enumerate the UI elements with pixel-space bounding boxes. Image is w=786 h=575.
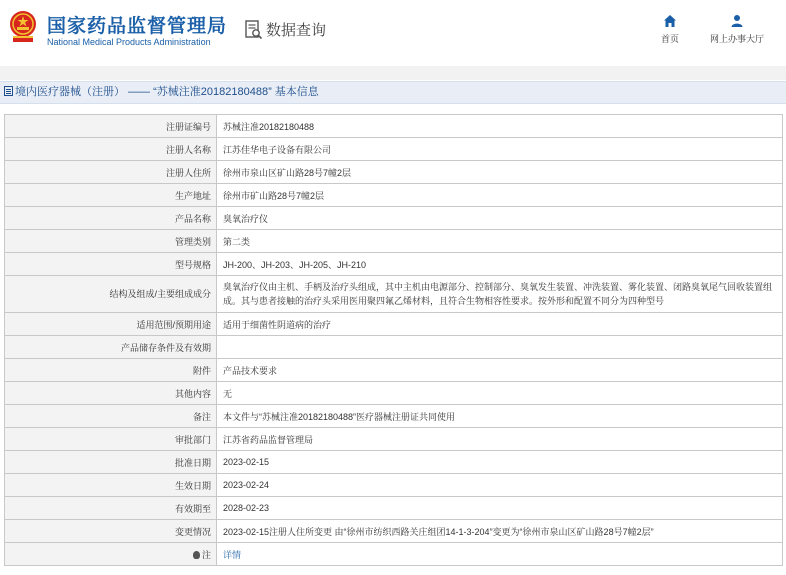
table-row	[5, 138, 783, 161]
field-value	[217, 336, 783, 359]
field-value: JH-200、JH-203、JH-205、JH-210	[217, 253, 783, 276]
person-icon	[730, 14, 744, 28]
nav-home-label: 首页	[660, 34, 679, 44]
table-row	[5, 230, 783, 253]
field-label: 注册证编号	[5, 115, 217, 138]
field-value: 2023-02-15	[217, 451, 783, 474]
field-value: 2023-02-24	[217, 474, 783, 497]
org-name-cn: 国家药品监督管理局	[47, 16, 228, 37]
field-label: 变更情况	[5, 520, 217, 543]
table-row	[5, 520, 783, 543]
field-label: 备注	[5, 405, 217, 428]
field-value: 江苏佳华电子设备有限公司	[217, 138, 783, 161]
field-label: 产品名称	[5, 207, 217, 230]
table-row	[5, 428, 783, 451]
note-label-cell	[5, 543, 217, 566]
table-row	[5, 207, 783, 230]
table-row	[5, 276, 783, 313]
field-value: 无	[217, 382, 783, 405]
field-label: 有效期至	[5, 497, 217, 520]
field-label: 产品储存条件及有效期	[5, 336, 217, 359]
field-value: 徐州市泉山区矿山路28号7幢2层	[217, 161, 783, 184]
home-icon	[663, 14, 677, 28]
field-value: 江苏省药品监督管理局	[217, 428, 783, 451]
field-value: 本文件与“苏械注准20182180488”医疗器械注册证共同使用	[217, 405, 783, 428]
field-label: 生效日期	[5, 474, 217, 497]
table-row	[5, 543, 783, 566]
table-row	[5, 451, 783, 474]
table-row	[5, 497, 783, 520]
table-row	[5, 405, 783, 428]
field-label: 审批部门	[5, 428, 217, 451]
national-emblem-icon	[7, 9, 39, 45]
field-value: 第二类	[217, 230, 783, 253]
field-value: 臭氧治疗仪由主机、手柄及治疗头组成，其中主机由电源部分、控制部分、臭氧发生装置、冲洗装置、雾化装置、闭路臭氧尾气回收装置组成。其与患者接触的治疗头采用医用聚四氟乙烯材料，且符合生物相容性要求。按外形和配置不同分为四种型号	[217, 276, 783, 313]
table-row	[5, 474, 783, 497]
org-name-en: National Medical Products Administration	[47, 37, 211, 47]
table-row	[5, 382, 783, 405]
breadcrumb	[0, 81, 786, 104]
breadcrumb-text: 境内医疗器械（注册） —— “苏械注准20182180488” 基本信息	[15, 86, 319, 98]
field-label: 注	[201, 549, 211, 560]
table-row	[5, 359, 783, 382]
field-label: 批准日期	[5, 451, 217, 474]
table-row	[5, 336, 783, 359]
field-label: 注册人住所	[5, 161, 217, 184]
field-value: 徐州市矿山路28号7幢2层	[217, 184, 783, 207]
site-header	[0, 0, 786, 66]
field-value: 苏械注准20182180488	[217, 115, 783, 138]
field-value-cell	[217, 543, 783, 566]
table-row	[5, 184, 783, 207]
document-icon	[4, 86, 13, 96]
field-label: 注册人名称	[5, 138, 217, 161]
field-value: 2023-02-15注册人住所变更 由“徐州市纺织西路关庄组团14-1-3-204”变更为“徐州市泉山区矿山路28号7幢2层”	[217, 520, 783, 543]
nav-online-label: 网上办事大厅	[709, 34, 764, 44]
field-label: 管理类别	[5, 230, 217, 253]
field-value: 臭氧治疗仪	[217, 207, 783, 230]
field-value: 2028-02-23	[217, 497, 783, 520]
field-label: 生产地址	[5, 184, 217, 207]
field-value: 适用于细菌性阴道病的治疗	[217, 313, 783, 336]
note-icon	[193, 551, 200, 559]
table-row	[5, 161, 783, 184]
document-search-icon	[245, 20, 263, 40]
field-value: 产品技术要求	[217, 359, 783, 382]
field-label: 结构及组成/主要组成成分	[5, 276, 217, 313]
table-row	[5, 253, 783, 276]
field-label: 型号规格	[5, 253, 217, 276]
table-row	[5, 115, 783, 138]
field-label: 其他内容	[5, 382, 217, 405]
table-row	[5, 313, 783, 336]
details-link[interactable]: 详情	[223, 549, 242, 560]
device-info-table	[4, 114, 783, 566]
nav-online-service-hall[interactable]	[705, 14, 769, 45]
header-separator	[0, 66, 786, 80]
nav-home[interactable]	[656, 14, 684, 45]
field-label: 适用范围/预期用途	[5, 313, 217, 336]
page-title: 数据查询	[266, 22, 327, 39]
field-label: 附件	[5, 359, 217, 382]
